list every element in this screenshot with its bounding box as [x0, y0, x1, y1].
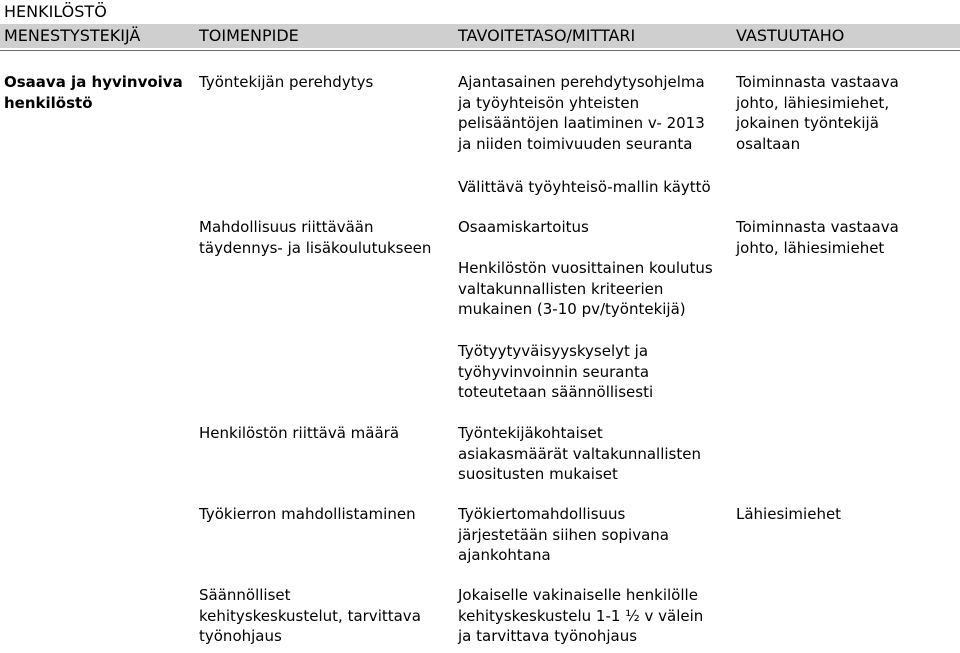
action-cell: Mahdollisuus riittävään täydennys- ja lisäkoulutukseen: [199, 218, 432, 257]
responsible-cell: Lähiesimiehet: [736, 505, 842, 523]
target-cell: Osaamiskartoitus: [458, 218, 589, 236]
action-cell: Työntekijän perehdytys: [199, 73, 374, 91]
target-cell: Jokaiselle vakinaiselle henkilölle kehityskeskustelu 1-1 ½ v välein ja tarvittava työnohjaus: [458, 586, 704, 646]
responsible-cell: Toiminnasta vastaava johto, lähiesimiehet: [736, 218, 899, 257]
column-header-action: TOIMENPIDE: [199, 26, 299, 45]
success-factor-cell: Osaava ja hyvinvoiva henkilöstö: [4, 73, 183, 112]
responsible-cell: Toiminnasta vastaava johto, lähiesimiehet, jokainen työntekijä osaltaan: [736, 73, 899, 154]
target-cell: Työtyytyväisyyskyselyt ja työhyvinvoinnin seuranta toteutetaan säännöllisesti: [458, 342, 654, 402]
column-header-success-factor: MENESTYSTEKIJÄ: [4, 26, 141, 45]
action-cell: Henkilöstön riittävä määrä: [199, 424, 400, 442]
column-header-target-level: TAVOITETASO/MITTARI: [458, 26, 636, 45]
page-title: HENKILÖSTÖ: [4, 2, 107, 21]
header-divider: [0, 50, 960, 51]
target-cell: Välittävä työyhteisö-mallin käyttö: [458, 178, 711, 196]
action-cell: Työkierron mahdollistaminen: [199, 505, 416, 523]
action-cell: Säännölliset kehityskeskustelut, tarvittava työnohjaus: [199, 586, 421, 646]
column-header-responsible: VASTUUTAHO: [736, 26, 845, 45]
target-cell: Henkilöstön vuosittainen koulutus valtakunnallisten kriteerien mukainen (3-10 pv/työntekijä): [458, 259, 713, 319]
target-cell: Työntekijäkohtaiset asiakasmäärät valtakunnallisten suositusten mukaiset: [458, 424, 701, 484]
target-cell: Ajantasainen perehdytysohjelma ja työyhteisön yhteisten pelisääntöjen laatiminen v- 2013 ja niiden toimivuuden seuranta: [458, 73, 705, 154]
target-cell: Työkiertomahdollisuus järjestetään siihen sopivana ajankohtana: [458, 505, 669, 565]
